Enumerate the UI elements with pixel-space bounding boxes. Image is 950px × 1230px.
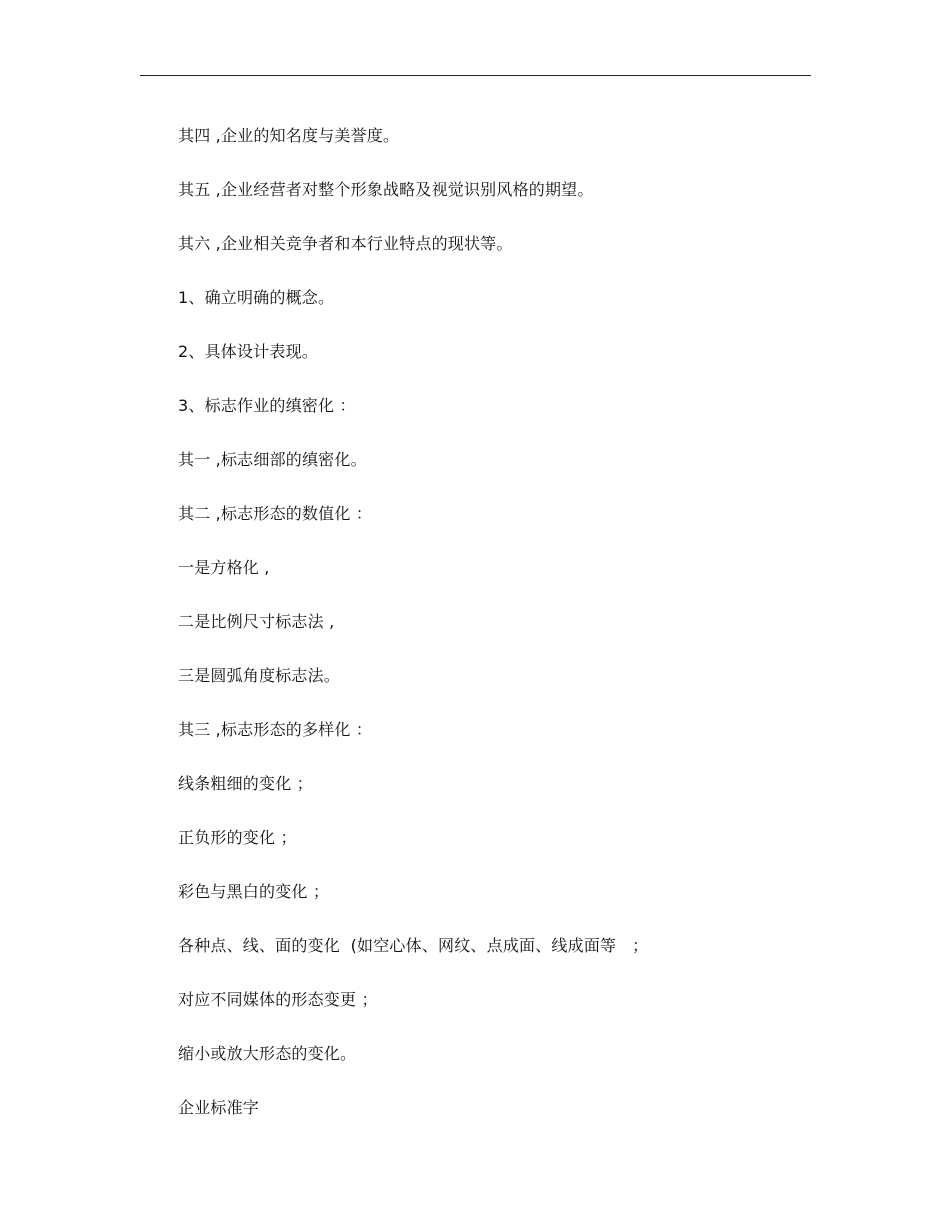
text-line: 1、确立明确的概念。 [178,288,335,307]
text-line: 正负形的变化 ； [178,828,297,847]
text-line: 其五 ,企业经营者对整个形象战略及视觉识别风格的期望。 [178,180,594,199]
text-line: 三是圆弧角度标志法。 [178,666,341,685]
text-line: 各种点、线、面的变化 (如空心体、网纹、点成面、线成面等 ； [178,936,649,955]
text-line: 其六 ,企业相关竞争者和本行业特点的现状等。 [178,234,513,253]
text-line: 线条粗细的变化 ； [178,774,313,793]
header-divider [140,75,811,76]
text-line: 其四 ,企业的知名度与美誉度。 [178,126,400,145]
text-line: 其二 ,标志形态的数值化 ： [178,504,373,523]
text-line: 对应不同媒体的形态变更 ； [178,990,378,1009]
text-line: 3、标志作业的缜密化 ： [178,396,356,415]
text-line: 一是方格化 , [178,558,270,577]
text-line: 彩色与黑白的变化 ； [178,882,330,901]
text-line: 其三 ,标志形态的多样化 ： [178,720,373,739]
text-line: 缩小或放大形态的变化。 [178,1044,357,1063]
text-line: 其一 ,标志细部的缜密化。 [178,450,367,469]
text-line: 2、具体设计表现。 [178,342,318,361]
body-text [178,124,818,1150]
text-line: 企业标准字 [178,1098,260,1117]
text-line: 二是比例尺寸标志法 , [178,612,335,631]
